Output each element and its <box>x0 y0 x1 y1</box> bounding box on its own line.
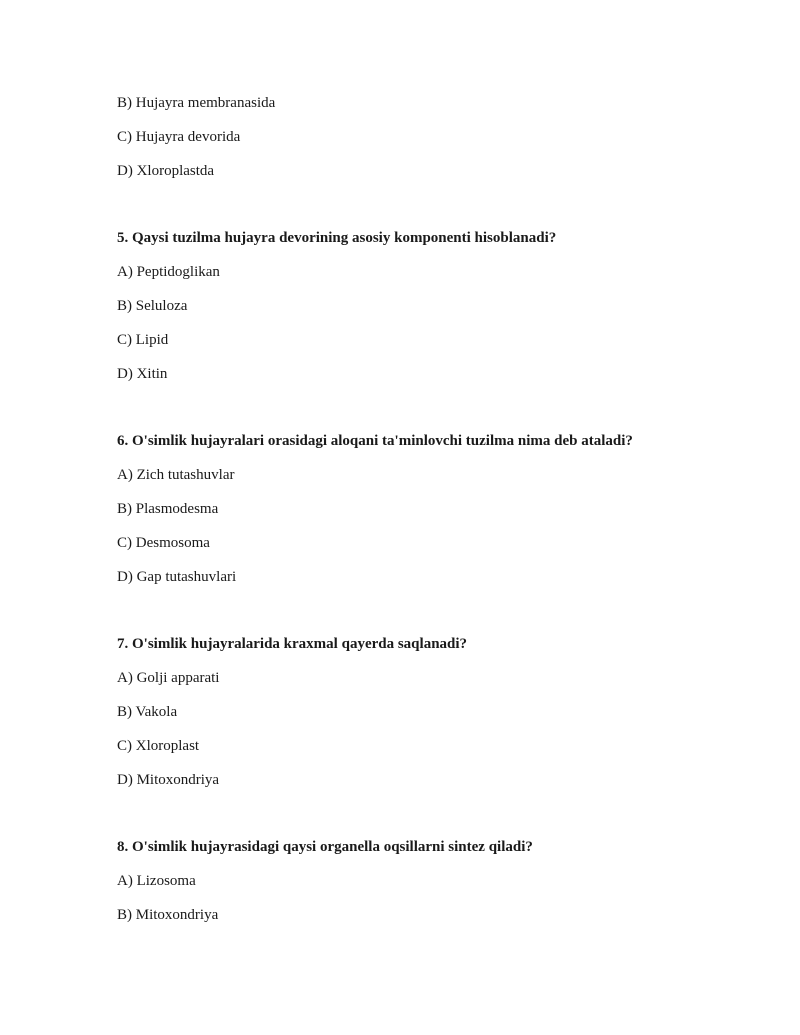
q7-option-d: D) Mitoxondriya <box>117 772 220 788</box>
q6-option-d: D) Gap tutashuvlari <box>117 569 237 585</box>
question-8: 8. O'simlik hujayrasidagi qaysi organella oqsillarni sintez qiladi? <box>117 839 533 855</box>
q6-option-b: B) Plasmodesma <box>117 501 219 517</box>
q4-option-d: D) Xloroplastda <box>117 163 215 179</box>
question-7: 7. O'simlik hujayralarida kraxmal qayerda saqlanadi? <box>117 636 468 652</box>
q5-option-c: C) Lipid <box>117 332 169 348</box>
question-5: 5. Qaysi tuzilma hujayra devorining asosiy komponenti hisoblanadi? <box>117 230 557 246</box>
q7-option-a: A) Golji apparati <box>117 670 220 686</box>
q6-option-c: C) Desmosoma <box>117 535 210 551</box>
q7-option-c: C) Xloroplast <box>117 738 200 754</box>
q8-option-a: A) Lizosoma <box>117 873 196 889</box>
q6-option-a: A) Zich tutashuvlar <box>117 467 235 483</box>
question-6: 6. O'simlik hujayralari orasidagi aloqani ta'minlovchi tuzilma nima deb ataladi? <box>117 433 633 449</box>
q5-option-d: D) Xitin <box>117 366 168 382</box>
q5-option-b: B) Seluloza <box>117 298 188 314</box>
q4-option-c: C) Hujayra devorida <box>117 129 241 145</box>
q8-option-b: B) Mitoxondriya <box>117 907 219 923</box>
q7-option-b: B) Vakola <box>117 704 178 720</box>
q4-option-b: B) Hujayra membranasida <box>117 95 276 111</box>
q5-option-a: A) Peptidoglikan <box>117 264 220 280</box>
